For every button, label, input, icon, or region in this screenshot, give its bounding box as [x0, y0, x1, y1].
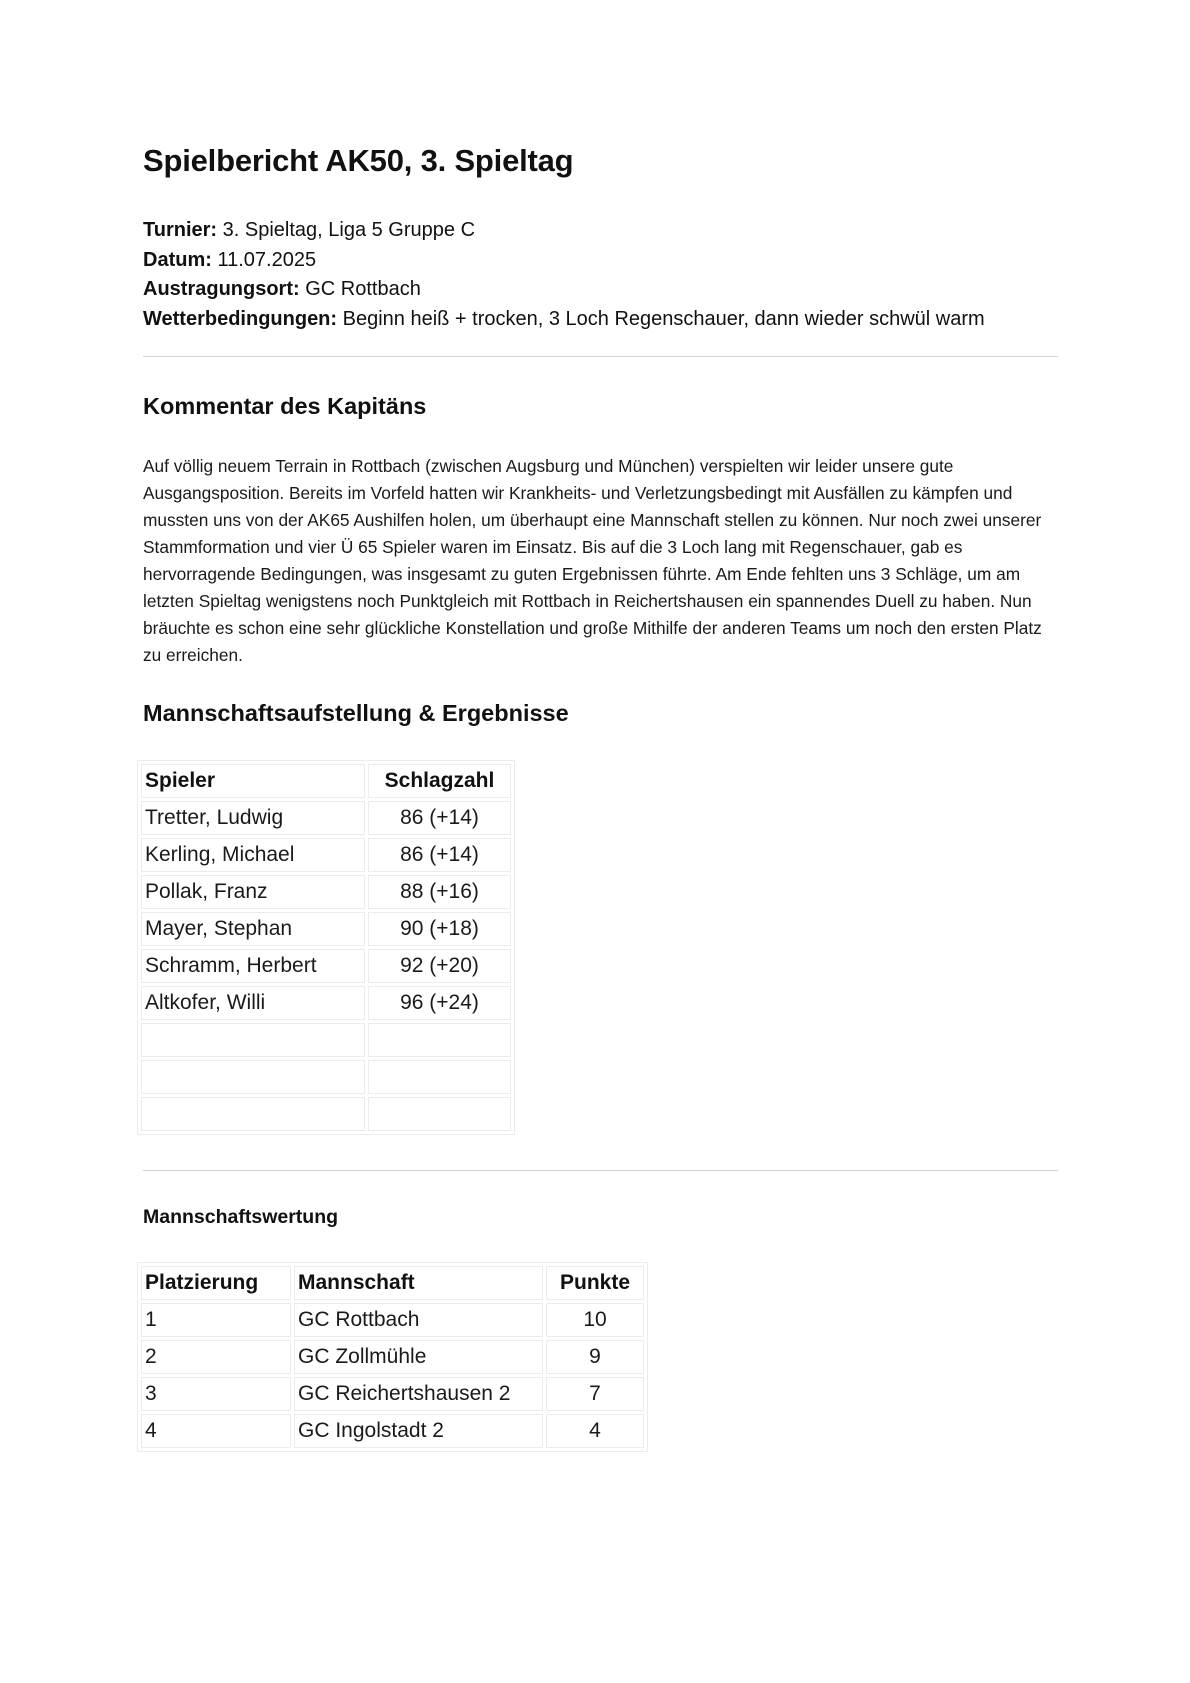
divider — [143, 1170, 1058, 1171]
player-strokes — [368, 1023, 511, 1057]
table-row-empty — [141, 1060, 511, 1094]
standings-table — [137, 1262, 648, 1452]
meta-label: Austragungsort: — [143, 278, 300, 300]
table-row — [141, 801, 511, 835]
captain-comment: Auf völlig neuem Terrain in Rottbach (zwischen Augsburg und München) verspielten wir leider unsere gute Ausgangsposition. Bereits im Vorfeld hatten wir Krankheits- und Verletzungsbedingt mit Ausfällen zu kämpfen und mussten uns von der AK65 Aushilfen holen, um überhaupt eine Mannschaft stellen zu können. Nur noch zwei unserer Stammformation und vier Ü 65 Spieler waren im Einsatz. Bis auf die 3 Loch lang mit Regenschauer, gab es hervorragende Bedingungen, was insgesamt zu guten Ergebnissen führte. Am Ende fehlten uns 3 Schläge, um am letzten Spieltag wenigstens noch Punktgleich mit Rottbach in Reichertshausen ein spannendes Duell zu haben. Nun bräuchte es schon eine sehr glückliche Konstellation und große Mithilfe der anderen Teams um noch den ersten Platz zu erreichen. — [143, 456, 1042, 665]
player-strokes: 96 (+24) — [368, 986, 511, 1020]
table-header-row — [141, 1266, 644, 1300]
meta-weather — [143, 305, 985, 335]
table-row-empty — [141, 1097, 511, 1131]
table-row — [141, 838, 511, 872]
column-header-points: Punkte — [546, 1266, 644, 1300]
player-name — [141, 1023, 365, 1057]
points: 9 — [546, 1340, 644, 1374]
meta-label: Datum: — [143, 248, 212, 271]
player-name — [141, 1097, 365, 1131]
column-header-player: Spieler — [141, 764, 365, 798]
meta-value: 11.07.2025 — [211, 248, 317, 271]
meta-label: Wetterbedingungen: — [143, 307, 338, 330]
team-name: GC Ingolstadt 2 — [294, 1414, 543, 1448]
table-row — [141, 986, 511, 1020]
table-header-row — [141, 764, 511, 798]
lineup-heading: Mannschaftsaufstellung & Ergebnisse — [143, 700, 569, 726]
table-row — [141, 1414, 644, 1448]
player-strokes — [368, 1060, 511, 1094]
player-name: Tretter, Ludwig — [141, 801, 365, 835]
player-strokes: 92 (+20) — [368, 949, 511, 983]
meta-value: 3. Spieltag, Liga 5 Gruppe C — [217, 219, 476, 241]
table-row — [141, 1303, 644, 1337]
column-header-rank: Platzierung — [141, 1266, 291, 1300]
player-strokes — [368, 1097, 511, 1131]
rank: 2 — [141, 1340, 291, 1374]
player-name: Kerling, Michael — [141, 838, 365, 872]
player-strokes: 90 (+18) — [368, 912, 511, 946]
meta-date — [143, 246, 985, 276]
points: 10 — [546, 1303, 644, 1337]
table-row — [141, 1340, 644, 1374]
team-name: GC Rottbach — [294, 1303, 543, 1337]
column-header-strokes: Schlagzahl — [368, 764, 511, 798]
meta-venue — [143, 275, 985, 305]
page-title: Spielbericht AK50, 3. Spieltag — [143, 143, 574, 178]
rank: 3 — [141, 1377, 291, 1411]
player-name: Schramm, Herbert — [141, 949, 365, 983]
player-strokes: 86 (+14) — [368, 838, 511, 872]
table-row — [141, 1377, 644, 1411]
player-name: Mayer, Stephan — [141, 912, 365, 946]
points: 7 — [546, 1377, 644, 1411]
standings-heading: Mannschaftswertung — [143, 1206, 339, 1228]
player-strokes: 86 (+14) — [368, 801, 511, 835]
meta-label: Turnier: — [143, 219, 218, 241]
divider — [143, 356, 1058, 357]
player-strokes: 88 (+16) — [368, 875, 511, 909]
team-name: GC Reichertshausen 2 — [294, 1377, 543, 1411]
column-header-team: Mannschaft — [294, 1266, 543, 1300]
table-row — [141, 875, 511, 909]
player-name: Altkofer, Willi — [141, 986, 365, 1020]
table-row-empty — [141, 1023, 511, 1057]
team-name: GC Zollmühle — [294, 1340, 543, 1374]
meta-tournament — [143, 216, 985, 246]
table-row — [141, 949, 511, 983]
report-meta — [143, 216, 985, 334]
player-name — [141, 1060, 365, 1094]
meta-value: GC Rottbach — [299, 278, 421, 300]
captain-heading: Kommentar des Kapitäns — [143, 393, 427, 419]
table-row — [141, 912, 511, 946]
points: 4 — [546, 1414, 644, 1448]
lineup-table — [137, 760, 515, 1135]
rank: 1 — [141, 1303, 291, 1337]
player-name: Pollak, Franz — [141, 875, 365, 909]
rank: 4 — [141, 1414, 291, 1448]
meta-value: Beginn heiß + trocken, 3 Loch Regenschauer, dann wieder schwül warm — [337, 307, 985, 330]
